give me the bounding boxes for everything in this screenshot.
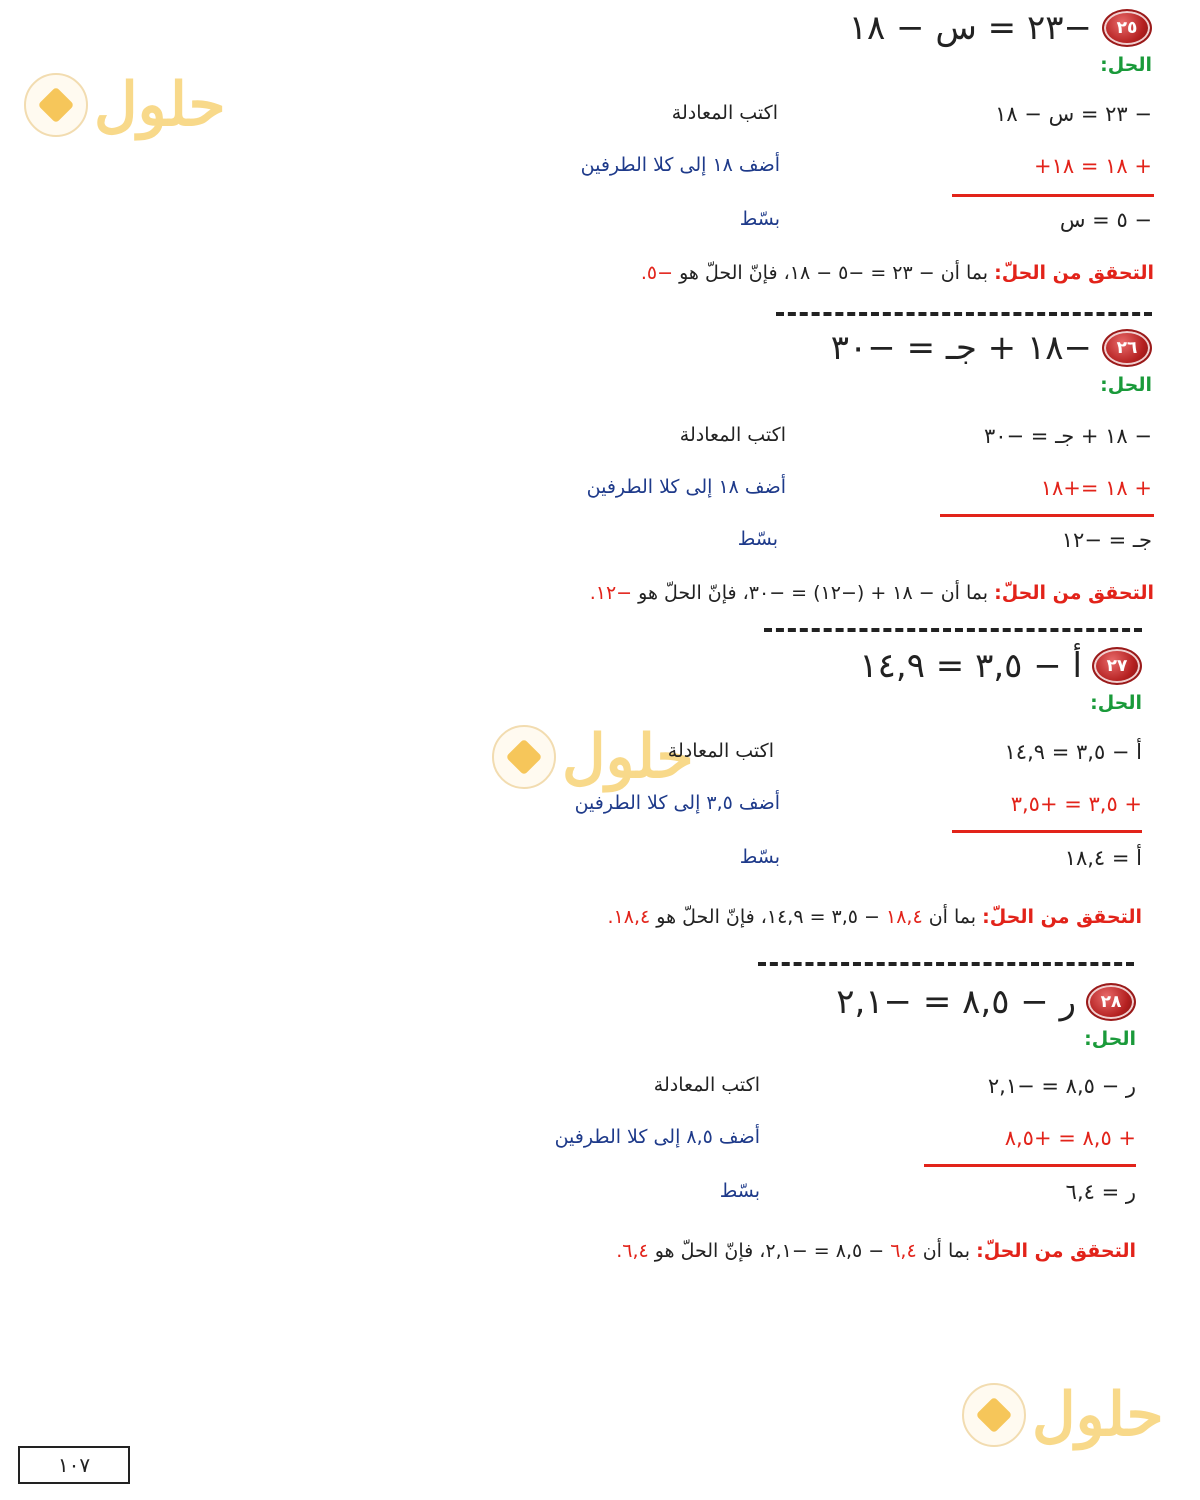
step-row (0, 846, 1200, 880)
answer: −١٢. (589, 582, 633, 604)
watermark-text: حلول (562, 722, 694, 792)
problem-number-badge: ٢٦ (1102, 329, 1152, 367)
step-description: بسّط (739, 846, 780, 868)
watermark-text: حلول (1032, 1380, 1164, 1450)
step-description: أضف ٣,٥ إلى كلا الطرفين (574, 792, 780, 814)
solution-label: الحل: (1100, 54, 1152, 76)
watermark-text: حلول (94, 70, 226, 140)
check-text: بما أن − ٢٣ = −٥ − ١٨، فإنّ الحلّ هو (679, 262, 989, 284)
check-value: ٦,٤ (890, 1240, 917, 1262)
solution-label: الحل: (1100, 374, 1152, 396)
sum-line (952, 830, 1142, 833)
check-label: التحقق من الحلّ: (982, 906, 1142, 928)
step-math: ر = ٦,٤ (1065, 1180, 1136, 1204)
step-row (0, 102, 1200, 136)
step-math: + ٣,٥ = +٣,٥ (1010, 792, 1142, 816)
step-math: أ = ١٨,٤ (1064, 846, 1142, 870)
problem-header (831, 328, 1152, 368)
problem-equation: −١٨ + جـ = −٣٠ (830, 328, 1092, 368)
check-text-pre: بما أن (928, 906, 977, 928)
step-math: + ١٨ =+١٨ (1040, 476, 1152, 500)
check-line (608, 906, 1143, 928)
step-row (0, 476, 1200, 510)
check-line (641, 262, 1154, 284)
step-math: − ٥ = س (1059, 208, 1152, 232)
step-row (0, 1074, 1200, 1108)
step-description: اكتب المعادلة (653, 1074, 760, 1096)
step-row (0, 208, 1200, 242)
check-text-pre: بما أن (922, 1240, 971, 1262)
step-row (0, 1180, 1200, 1214)
problem-26 (0, 328, 1200, 628)
step-row (0, 740, 1200, 774)
sum-line (940, 514, 1154, 517)
check-line (616, 1240, 1136, 1262)
step-description: اكتب المعادلة (671, 102, 778, 124)
step-math: − ٢٣ = س − ١٨ (995, 102, 1152, 126)
step-description: أضف ٨,٥ إلى كلا الطرفين (554, 1126, 760, 1148)
step-row (0, 792, 1200, 826)
check-label: التحقق من الحلّ: (994, 582, 1154, 604)
step-row (0, 528, 1200, 562)
problem-25 (0, 8, 1200, 308)
watermark-logo (962, 1380, 1164, 1450)
check-text: بما أن − ١٨ + (−١٢) = −٣٠، فإنّ الحلّ هو (638, 582, 989, 604)
problem-header (859, 646, 1142, 686)
check-label: التحقق من الحلّ: (994, 262, 1154, 284)
solution-label: الحل: (1084, 1028, 1136, 1050)
problem-number-badge: ٢٧ (1092, 647, 1142, 685)
check-text: − ٣,٥ = ١٤,٩، فإنّ الحلّ هو (656, 906, 880, 928)
sum-line (924, 1164, 1136, 1167)
step-math: جـ = −١٢ (1061, 528, 1152, 552)
separator (758, 962, 1134, 966)
check-value: ١٨,٤ (886, 906, 923, 928)
separator (764, 628, 1142, 632)
problem-27 (0, 646, 1200, 946)
problem-28 (0, 982, 1200, 1282)
problem-number-badge: ٢٥ (1102, 9, 1152, 47)
step-description: أضف ١٨ إلى كلا الطرفين (586, 476, 786, 498)
step-row (0, 1126, 1200, 1160)
step-row (0, 424, 1200, 458)
problem-equation: ر − ٨,٥ = −٢,١ (836, 982, 1076, 1022)
problem-equation: أ − ٣,٥ = ١٤,٩ (859, 646, 1082, 686)
problem-number-badge: ٢٨ (1086, 983, 1136, 1021)
problem-header (836, 982, 1136, 1022)
step-description: اكتب المعادلة (679, 424, 786, 446)
logo-circle-icon (962, 1383, 1026, 1447)
step-math: ر − ٨,٥ = −٢,١ (987, 1074, 1136, 1098)
step-description: بسّط (739, 208, 780, 230)
solution-label: الحل: (1090, 692, 1142, 714)
sum-line (952, 194, 1154, 197)
answer: ١٨,٤. (607, 906, 651, 928)
check-label: التحقق من الحلّ: (976, 1240, 1136, 1262)
answer: −٥. (640, 262, 674, 284)
problem-equation: −٢٣ = س − ١٨ (848, 8, 1092, 48)
step-math: + ٨,٥ = +٨,٥ (1004, 1126, 1136, 1150)
step-math: − ١٨ + جـ = −٣٠ (983, 424, 1152, 448)
check-text: − ٨,٥ = −٢,١، فإنّ الحلّ هو (654, 1240, 885, 1262)
page-number: ١٠٧ (18, 1446, 130, 1484)
problem-header (849, 8, 1152, 48)
step-description: بسّط (737, 528, 778, 550)
check-line (590, 582, 1154, 604)
step-math: + ١٨ = ١٨+ (1034, 154, 1152, 178)
answer: ٦,٤. (616, 1240, 649, 1262)
step-row (0, 154, 1200, 188)
step-description: بسّط (719, 1180, 760, 1202)
step-math: أ − ٣,٥ = ١٤,٩ (1004, 740, 1142, 764)
step-description: أضف ١٨ إلى كلا الطرفين (580, 154, 780, 176)
separator (776, 312, 1152, 316)
step-description: اكتب المعادلة (667, 740, 774, 762)
